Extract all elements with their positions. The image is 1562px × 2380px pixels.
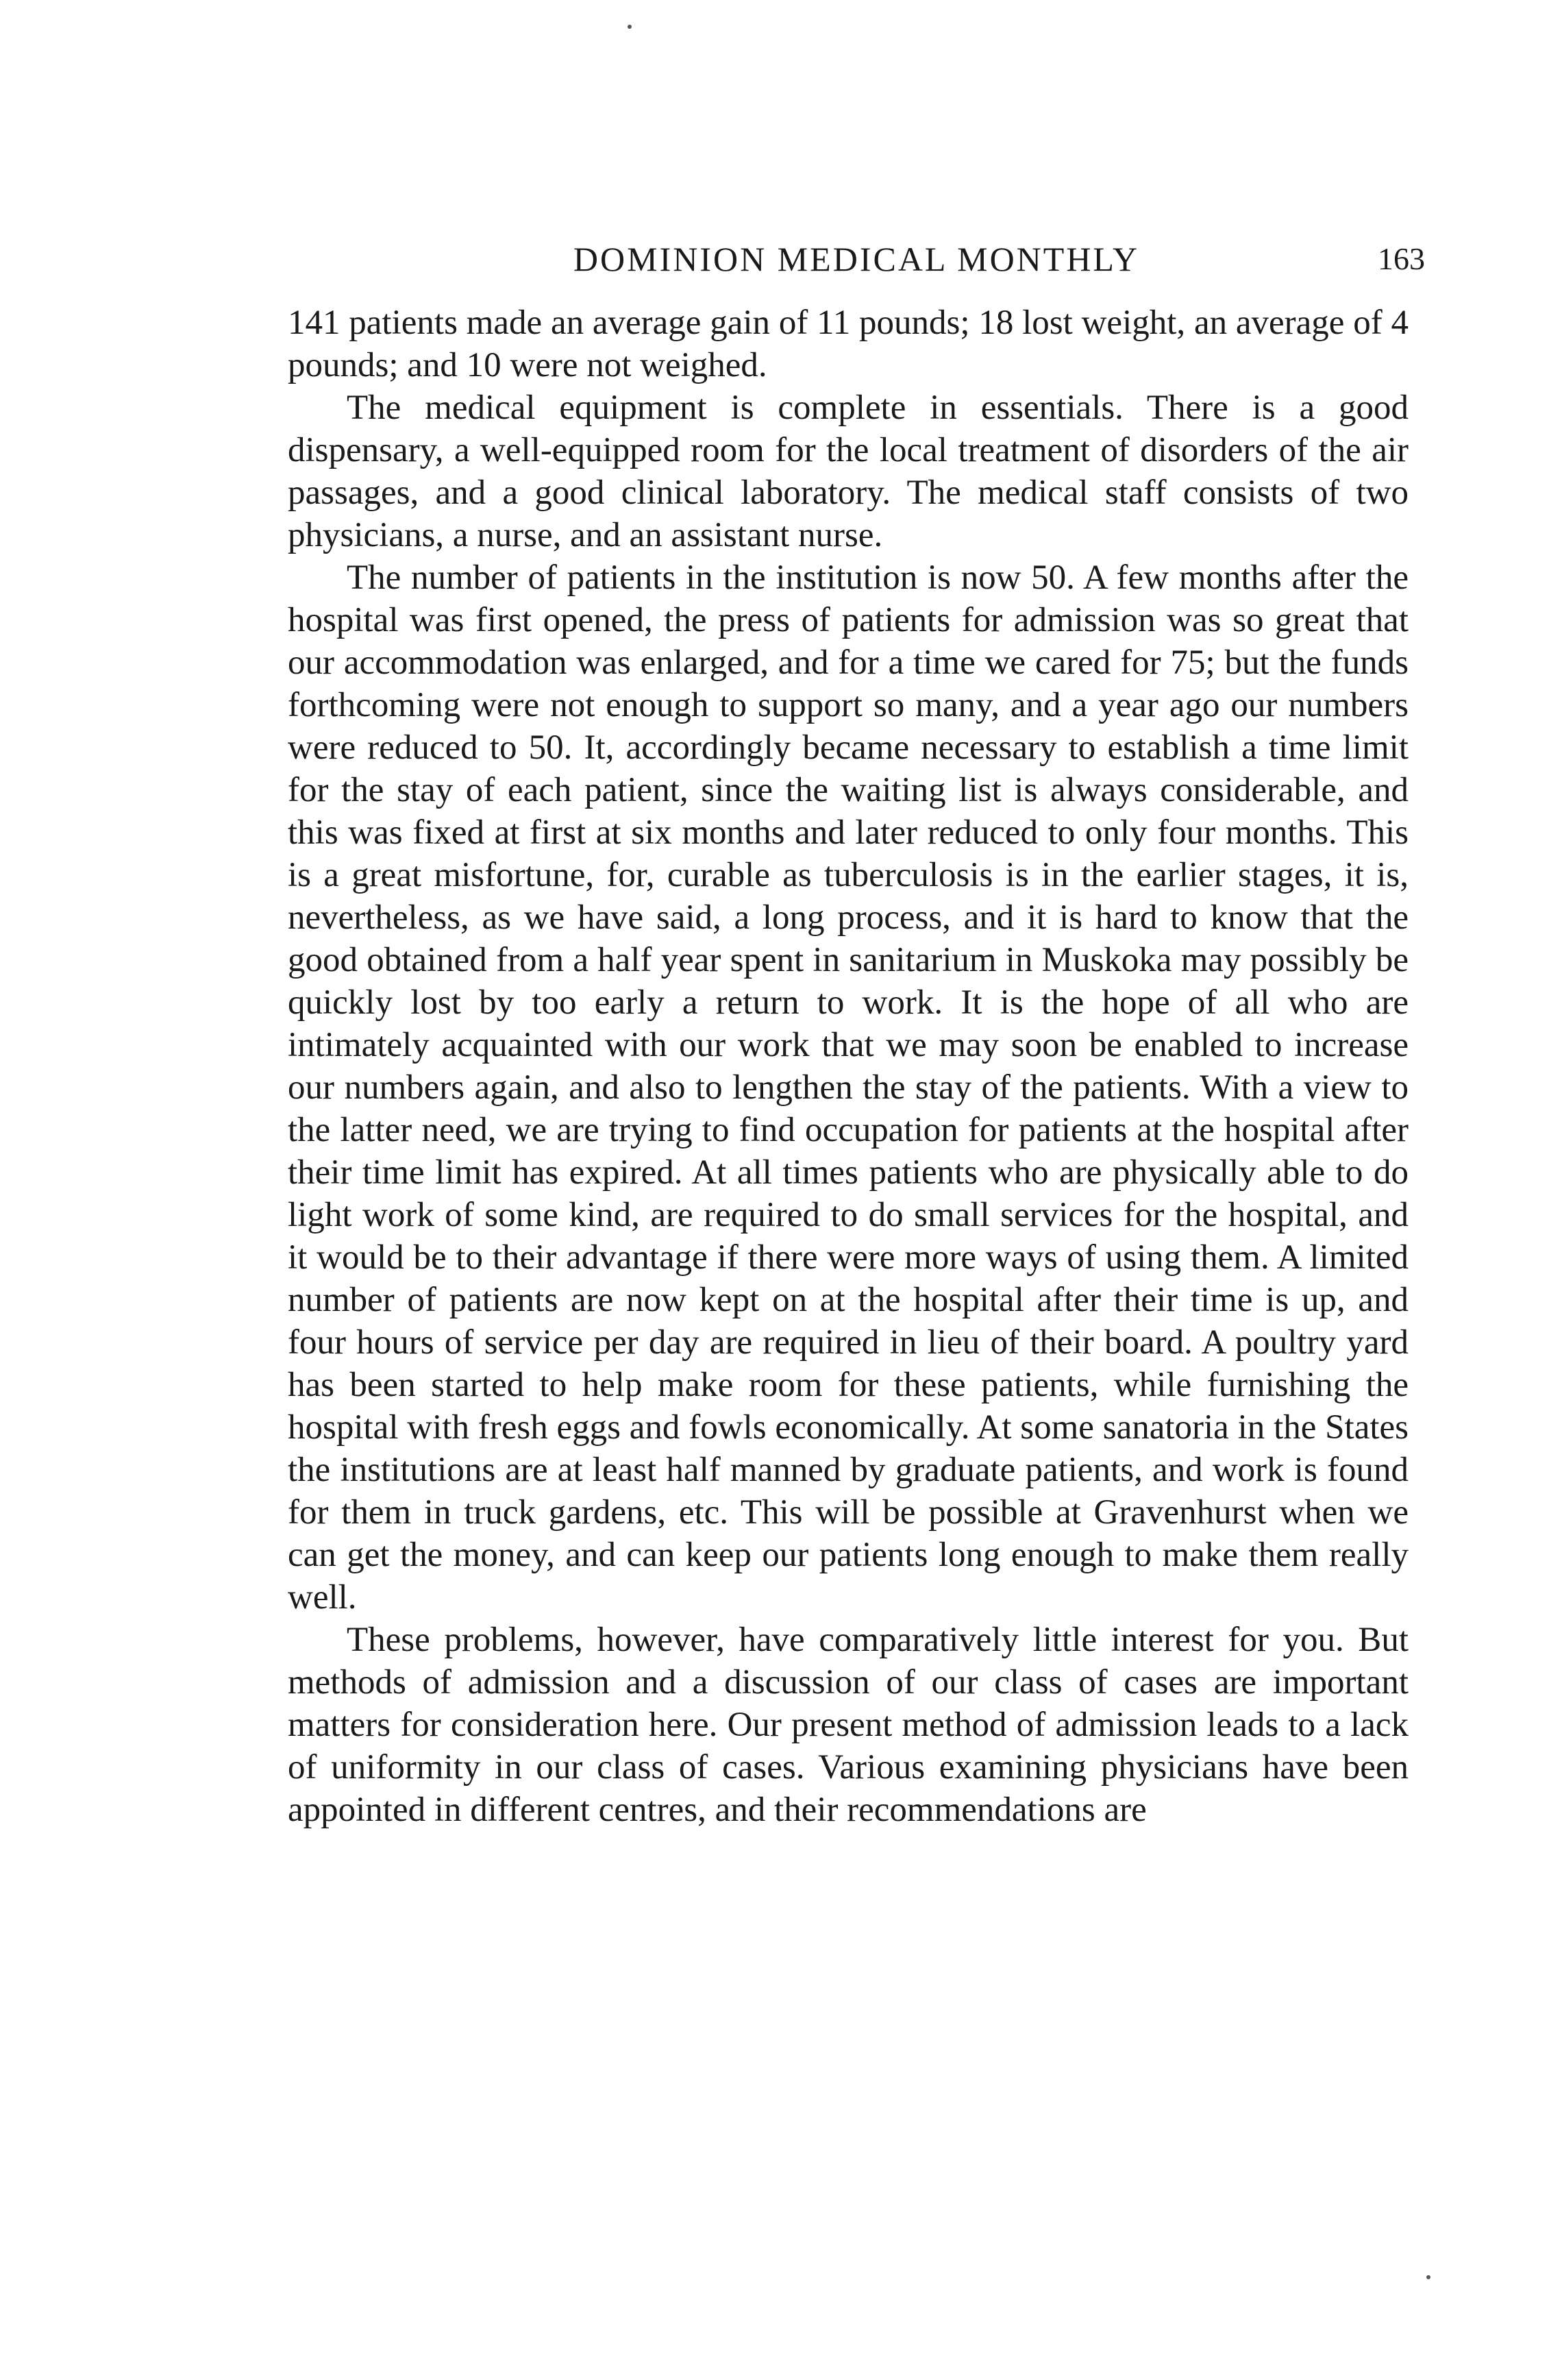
paragraph-medical-equipment: The medical equipment is complete in essentials. There is a good dispensary, a well-equipped room for the local treatment of disorders of the air passages, and a good clinical laboratory. The medical staff consists of two physicians, a nurse, and an assistant nurse. — [288, 389, 1409, 554]
paragraph-admission-methods: These problems, however, have comparatively little interest for you. But methods of admission and a discussion of our class of cases are important matters for consideration here. Our present method of admission leads to a lack of uniformity in our class of cases. Various examining physicians have been appointed in different centres, and their recommendations are — [288, 1621, 1409, 1829]
page-header — [288, 238, 1425, 280]
print-speck — [628, 25, 632, 29]
paragraph-weight-results: 141 patients made an average gain of 11 pounds; 18 lost weight, an average of 4 pounds; and 10 were not weighed. — [288, 304, 1409, 384]
article-body — [288, 302, 1409, 1831]
page-number: 163 — [1378, 241, 1425, 276]
print-speck — [1426, 2275, 1430, 2279]
paragraph-patient-numbers: The number of patients in the institution is now 50. A few months after the hospital was first opened, the press of patients for admission was so great that our accommodation was enlarged, and for a time we cared for 75; but the funds forthcoming were not enough to support so many, and a year ago our numbers were reduced to 50. It, accordingly became necessary to establish a time limit for the stay of each patient, since the waiting list is always considerable, and this was fixed at first at six months and later reduced to only four months. This is a great misfortune, for, curable as tuberculosis is in the earlier stages, it is, nevertheless, as we have said, a long process, and it is hard to know that the good obtained from a half year spent in sanitarium in Muskoka may possibly be quickly lost by too early a return to work. It is the hope of all who are intimately acquainted with our work that we may soon be enabled to increase our numbers again, and also to lengthen the stay of the patients. With a view to the latter need, we are trying to find occupation for patients at the hospital after their time limit has expired. At all times patients who are physically able to do light work of some kind, are required to do small services for the hospital, and it would be to their advantage if there were more ways of using them. A limited number of patients are now kept on at the hospital after their time is up, and four hours of service per day are required in lieu of their board. A poultry yard has been started to help make room for these patients, while furnishing the hospital with fresh eggs and fowls economically. At some sanatoria in the States the institutions are at least half manned by graduate patients, and work is found for them in truck gardens, etc. This will be possible at Gravenhurst when we can get the money, and can keep our patients long enough to make them really well. — [288, 559, 1409, 1617]
running-title: DOMINION MEDICAL MONTHLY — [573, 240, 1140, 278]
